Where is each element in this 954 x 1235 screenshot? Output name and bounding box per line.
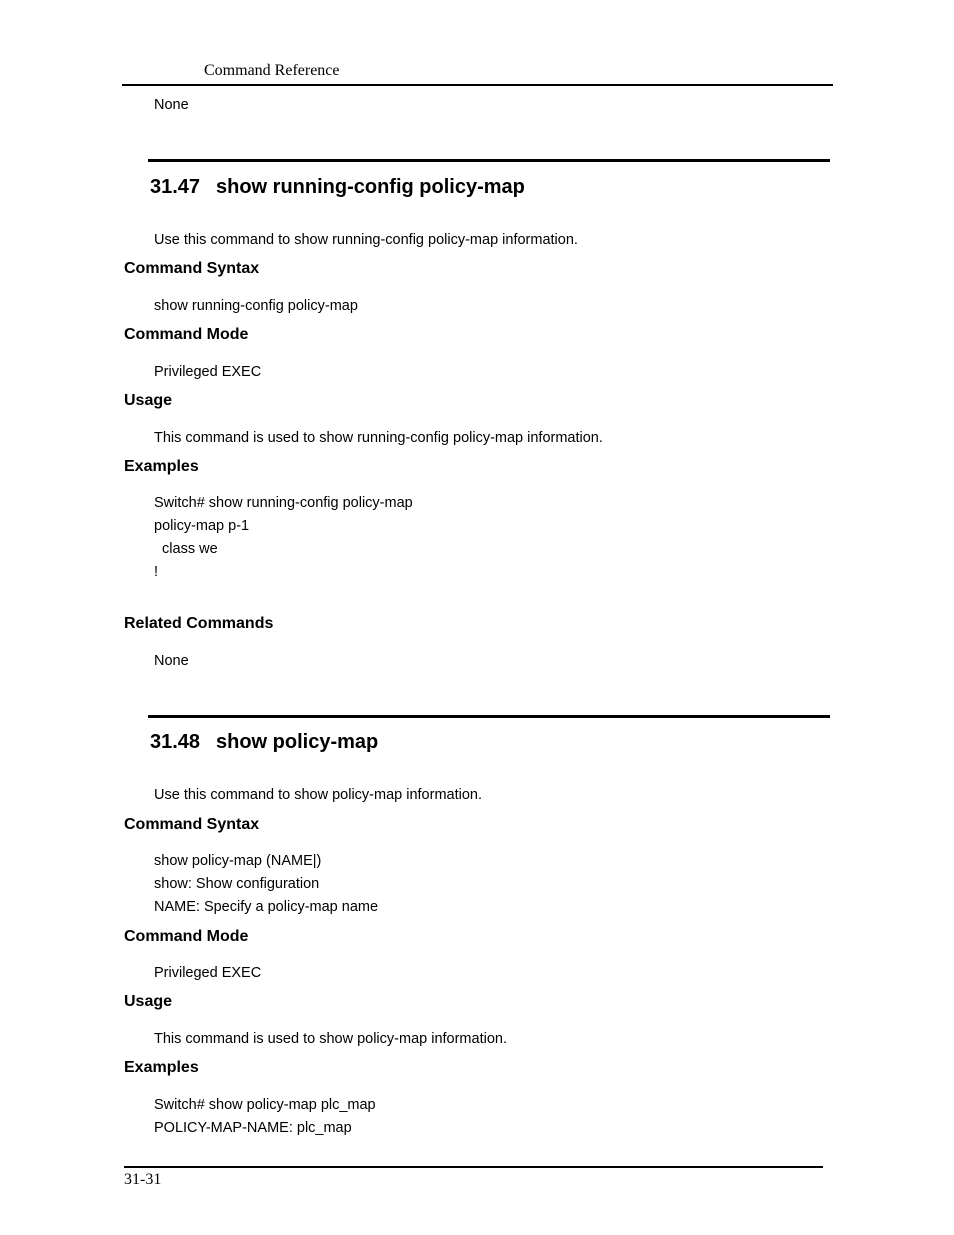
section-title-text: show policy-map bbox=[216, 731, 379, 753]
usage-text: This command is used to show running-config policy-map information. bbox=[154, 430, 603, 446]
heading-examples: Examples bbox=[124, 1059, 199, 1076]
syntax-line: show running-config policy-map bbox=[154, 298, 358, 314]
heading-related-commands: Related Commands bbox=[124, 615, 274, 632]
heading-usage: Usage bbox=[124, 993, 173, 1010]
example-line: class we bbox=[154, 541, 218, 557]
command-mode-value: Privileged EXEC bbox=[154, 364, 262, 380]
heading-command-syntax: Command Syntax bbox=[124, 816, 260, 833]
section-title-text: show running-config policy-map bbox=[216, 176, 525, 198]
section-title-31-47 bbox=[150, 176, 525, 199]
example-line: ! bbox=[154, 564, 159, 580]
footer-rule bbox=[124, 1166, 823, 1168]
previous-related-commands: None bbox=[154, 97, 189, 113]
syntax-line: show: Show configuration bbox=[154, 876, 320, 892]
syntax-line: NAME: Specify a policy-map name bbox=[154, 899, 379, 915]
example-line: POLICY-MAP-NAME: plc_map bbox=[154, 1120, 352, 1136]
section-rule-31-47 bbox=[148, 159, 830, 162]
running-header: Command Reference bbox=[204, 62, 340, 79]
heading-usage: Usage bbox=[124, 392, 173, 409]
command-mode-value: Privileged EXEC bbox=[154, 965, 262, 981]
usage-text: This command is used to show policy-map information. bbox=[154, 1031, 507, 1047]
heading-examples: Examples bbox=[124, 458, 199, 475]
heading-command-mode: Command Mode bbox=[124, 928, 249, 945]
example-line: Switch# show running-config policy-map bbox=[154, 495, 413, 511]
section-description: Use this command to show policy-map information. bbox=[154, 787, 482, 803]
heading-command-mode: Command Mode bbox=[124, 326, 249, 343]
related-commands-value: None bbox=[154, 653, 189, 669]
header-rule bbox=[122, 84, 833, 86]
section-number: 31.48 bbox=[150, 731, 201, 753]
section-description: Use this command to show running-config policy-map information. bbox=[154, 232, 578, 248]
section-rule-31-48 bbox=[148, 715, 830, 718]
heading-command-syntax: Command Syntax bbox=[124, 260, 260, 277]
page-number: 31-31 bbox=[124, 1171, 162, 1188]
example-line: policy-map p-1 bbox=[154, 518, 250, 534]
section-title-31-48 bbox=[150, 731, 378, 754]
section-number: 31.47 bbox=[150, 176, 201, 198]
example-line: Switch# show policy-map plc_map bbox=[154, 1097, 376, 1113]
syntax-line: show policy-map (NAME|) bbox=[154, 853, 322, 869]
